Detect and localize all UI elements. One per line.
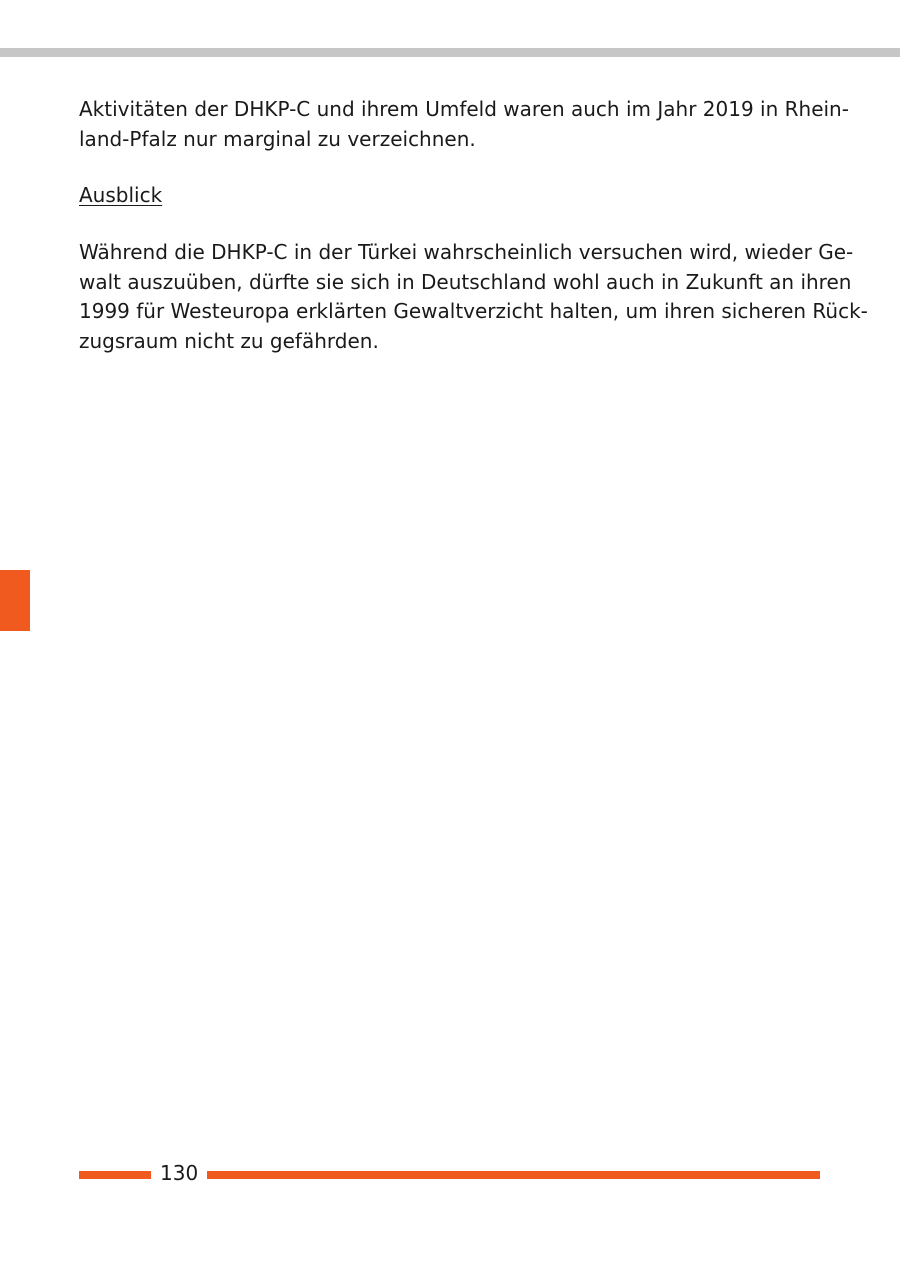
header-rule [0,48,900,57]
text-line: land-Pfalz nur marginal zu verzeichnen. [79,126,476,151]
paragraph-outlook [79,238,868,356]
text-line: Während die DHKP-C in der Türkei wahrscheinlich versuchen wird, wieder Ge- [79,240,854,264]
footer-rule-right [207,1171,820,1179]
text-line: 1999 für Westeuropa erklärten Gewaltverzicht halten, um ihren sicheren Rück- [79,299,868,323]
page-number: 130 [160,1161,199,1185]
text-line: walt auszuüben, dürfte sie sich in Deutschland wohl auch in Zukunft an ihren [79,269,852,294]
text-line: Aktivitäten der DHKP-C und ihrem Umfeld waren auch im Jahr 2019 in Rhein- [79,97,849,121]
paragraph-activities [79,95,849,154]
footer-rule-left [79,1171,151,1179]
text-line: zugsraum nicht zu gefährden. [79,328,379,353]
section-heading-ausblick: Ausblick [79,183,163,207]
chapter-marker-tab [0,570,30,631]
